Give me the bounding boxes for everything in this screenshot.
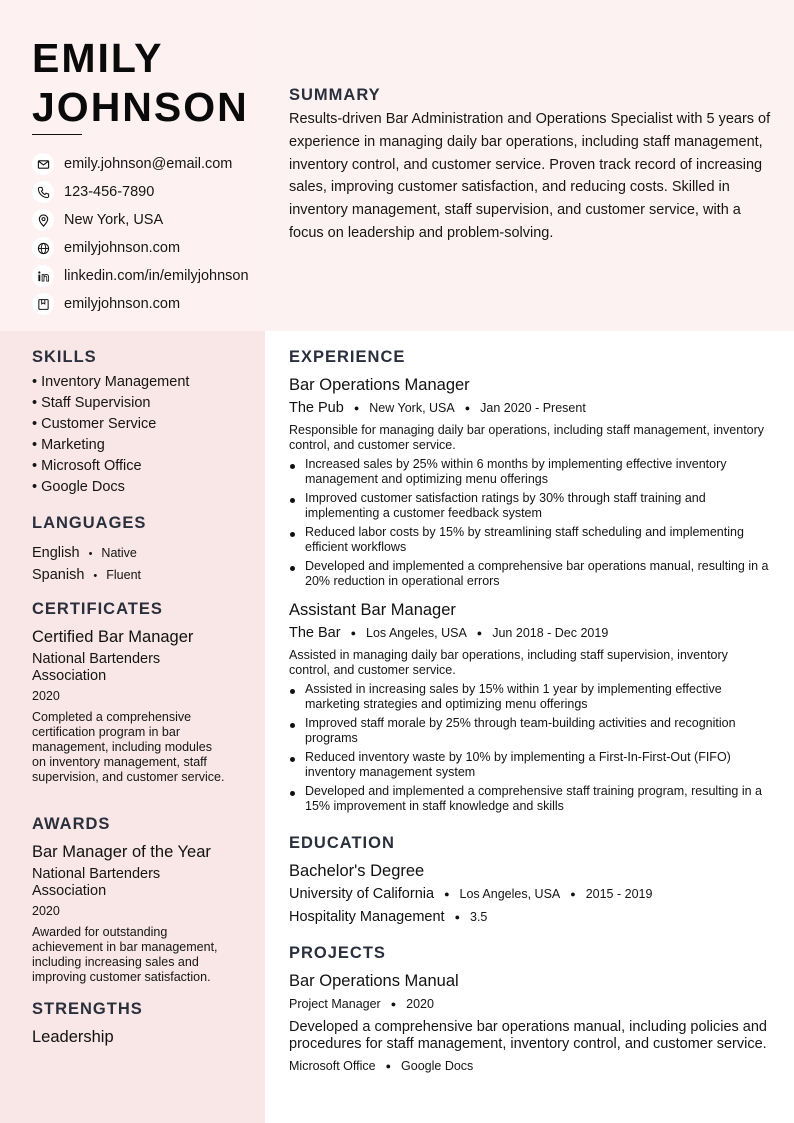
achievement-item: Assisted in increasing sales by 15% within 1 year by implementing effective marketing strategies and optimizing menu offerings [289,682,771,712]
skills-heading: SKILLS [32,348,97,366]
skills-section [32,348,232,498]
certificate-name: Certified Bar Manager [32,628,194,646]
contact-portfolio-text: emilyjohnson.com [64,296,181,312]
language-item [32,565,232,587]
contact-website-text: emilyjohnson.com [64,240,181,256]
job-location: New York, USA [369,401,455,415]
strengths-section [32,1000,232,1047]
project-tools [289,1057,771,1076]
first-name: EMILY [32,35,164,81]
location-pin-icon [32,209,54,231]
education-field-line [289,908,771,927]
contact-portfolio[interactable] [32,290,264,318]
job-title: Assistant Bar Manager [289,601,456,619]
degree-name: Bachelor's Degree [289,862,425,880]
job-company: The Pub [289,400,344,416]
award-description: Awarded for outstanding achievement in bar management, including increasing sales and improving customer satisfaction. [32,925,218,984]
summary-text: Results-driven Bar Administration and Operations Specialist with 5 years of experience in managing daily bar operations, including staff management, inventory control, and customer service. Proven track record of increasing sales, improving customer satisfaction, and reducing costs. Skilled in inventory management, staff supervision, and customer service, with a focus on leadership and problem-solving. [289,111,771,241]
contact-phone-text: 123-456-7890 [64,184,155,200]
award-year: 2020 [32,904,60,918]
languages-section [32,514,232,587]
job-entry [289,600,771,814]
experience-section [289,348,771,818]
skill-item: • Inventory Management [32,374,190,390]
name-divider [32,134,82,135]
contact-linkedin-text: linkedin.com/in/emilyjohnson [64,268,249,284]
achievement-item: Developed and implemented a comprehensive staff training program, resulting in a 15% improvement in staff knowledge and skills [289,784,771,814]
contact-website[interactable] [32,234,264,262]
candidate-name [32,34,262,132]
phone-icon [32,181,54,203]
linkedin-icon [32,265,54,287]
school-location: Los Angeles, USA [459,887,561,901]
languages-heading: LANGUAGES [32,514,147,532]
project-name: Bar Operations Manual [289,972,459,990]
separator-dot: • [93,570,98,582]
contact-list [32,150,264,318]
certificate-org: National Bartenders Association [32,651,161,684]
separator-dot: ● [390,999,397,1009]
separator-dot: ● [444,889,450,899]
portfolio-icon [32,293,54,315]
language-level: Fluent [106,568,142,582]
experience-heading: EXPERIENCE [289,348,406,366]
separator-dot: ● [385,1061,392,1071]
project-description: Developed a comprehensive bar operations manual, including policies and procedures for staff management, inventory control, and customer service. [289,1019,767,1052]
job-achievements [289,457,771,589]
skill-item: • Customer Service [32,416,157,432]
summary-heading: SUMMARY [289,86,381,104]
education-section [289,834,771,927]
award-name: Bar Manager of the Year [32,843,211,861]
last-name: JOHNSON [32,84,249,130]
contact-email[interactable] [32,150,264,178]
strengths-heading: STRENGTHS [32,1000,143,1018]
project-tool: Microsoft Office [289,1059,376,1073]
language-level: Native [101,546,137,560]
awards-heading: AWARDS [32,815,111,833]
globe-icon [32,237,54,259]
achievement-item: Increased sales by 25% within 6 months by implementing effective inventory management and optimizing menu offerings [289,457,771,487]
project-year: 2020 [406,997,434,1011]
school-years: 2015 - 2019 [585,887,653,901]
certificates-section [32,600,232,785]
skill-item: • Marketing [32,437,105,453]
language-name: Spanish [32,567,85,583]
skill-item: • Microsoft Office [32,458,142,474]
skill-item: • Google Docs [32,479,125,495]
job-company: The Bar [289,625,341,641]
achievement-item: Reduced inventory waste by 10% by implementing a First-In-First-Out (FIFO) inventory management system [289,750,771,780]
achievement-item: Developed and implemented a comprehensive bar operations manual, resulting in a 20% reduction in operational errors [289,559,771,589]
education-heading: EDUCATION [289,834,395,852]
separator-dot: • [88,548,93,560]
skill-item: • Staff Supervision [32,395,151,411]
mail-icon [32,153,54,175]
language-name: English [32,545,80,561]
job-description: Assisted in managing daily bar operations, including staff supervision, inventory control, and customer service. [289,648,728,677]
gpa: 3.5 [470,910,488,924]
school-name: University of California [289,886,435,902]
project-tool: Google Docs [401,1059,474,1073]
language-item [32,543,232,565]
field-of-study: Hospitality Management [289,909,445,925]
certificate-description: Completed a comprehensive certification program in bar management, including modules on inventory management, staff supervision, and customer service. [32,710,225,784]
job-description: Responsible for managing daily bar operations, including staff management, inventory control, and customer service. [289,423,765,452]
awards-section [32,815,232,985]
separator-dot: ● [454,912,460,922]
separator-dot: ● [464,403,471,413]
projects-heading: PROJECTS [289,944,386,962]
job-title: Bar Operations Manager [289,376,470,394]
project-role: Project Manager [289,997,381,1011]
project-meta [289,995,771,1014]
certificates-heading: CERTIFICATES [32,600,163,618]
contact-email-text: emily.johnson@email.com [64,156,233,172]
certificate-year: 2020 [32,689,60,703]
skills-list [32,372,232,498]
job-dates: Jun 2018 - Dec 2019 [492,626,609,640]
strength-item: Leadership [32,1028,114,1046]
separator-dot: ● [353,403,360,413]
job-dates: Jan 2020 - Present [480,401,586,415]
job-meta [289,398,771,419]
education-school-line [289,885,771,904]
job-entry [289,375,771,589]
job-meta [289,623,771,644]
award-org: National Bartenders Association [32,866,161,899]
languages-list [32,543,232,587]
separator-dot: ● [350,628,357,638]
contact-location [32,206,264,234]
separator-dot: ● [570,889,576,899]
job-achievements [289,682,771,814]
contact-location-text: New York, USA [64,212,164,228]
contact-phone[interactable] [32,178,264,206]
contact-linkedin[interactable] [32,262,264,290]
projects-section [289,944,771,1076]
summary-section [289,86,771,245]
achievement-item: Reduced labor costs by 15% by streamlining staff scheduling and implementing efficient workflows [289,525,771,555]
separator-dot: ● [476,628,483,638]
job-location: Los Angeles, USA [366,626,467,640]
achievement-item: Improved staff morale by 25% through team-building activities and recognition programs [289,716,771,746]
achievement-item: Improved customer satisfaction ratings by 30% through staff training and implementing a customer feedback system [289,491,771,521]
